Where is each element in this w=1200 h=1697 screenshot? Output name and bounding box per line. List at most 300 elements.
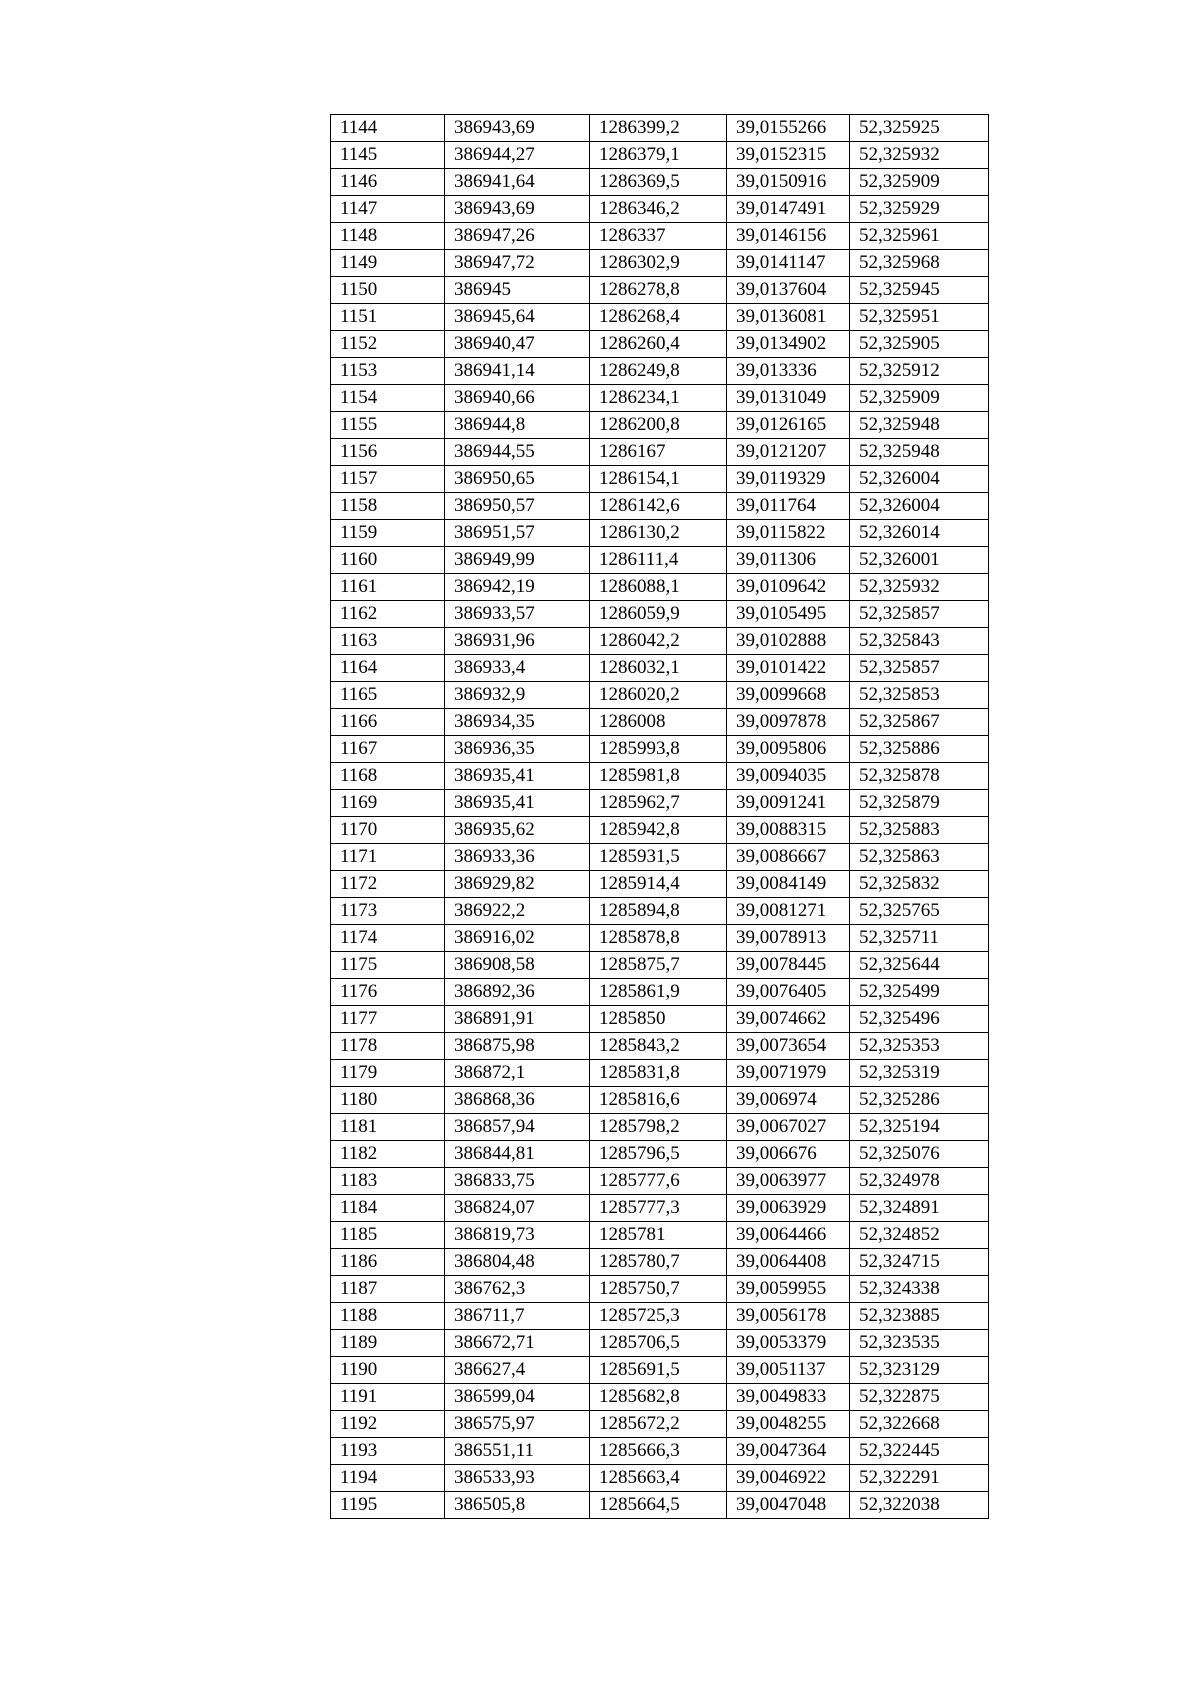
table-row xyxy=(331,1438,989,1465)
longitude-cell: 39,0094035 xyxy=(727,763,850,790)
y-coordinate-cell: 1286278,8 xyxy=(590,277,727,304)
longitude-cell: 39,0131049 xyxy=(727,385,850,412)
y-coordinate-cell: 1285666,3 xyxy=(590,1438,727,1465)
longitude-cell: 39,0064408 xyxy=(727,1249,850,1276)
y-coordinate-cell: 1285875,7 xyxy=(590,952,727,979)
table-row xyxy=(331,1411,989,1438)
table-row xyxy=(331,304,989,331)
x-coordinate-cell: 386833,75 xyxy=(445,1168,590,1195)
longitude-cell: 39,0155266 xyxy=(727,115,850,142)
latitude-cell: 52,322291 xyxy=(850,1465,989,1492)
y-coordinate-cell: 1286260,4 xyxy=(590,331,727,358)
point-number-cell: 1189 xyxy=(331,1330,445,1357)
latitude-cell: 52,325194 xyxy=(850,1114,989,1141)
latitude-cell: 52,325857 xyxy=(850,601,989,628)
latitude-cell: 52,325644 xyxy=(850,952,989,979)
latitude-cell: 52,326004 xyxy=(850,466,989,493)
latitude-cell: 52,325499 xyxy=(850,979,989,1006)
x-coordinate-cell: 386944,55 xyxy=(445,439,590,466)
y-coordinate-cell: 1286020,2 xyxy=(590,682,727,709)
table-row xyxy=(331,817,989,844)
point-number-cell: 1155 xyxy=(331,412,445,439)
y-coordinate-cell: 1286167 xyxy=(590,439,727,466)
table-row xyxy=(331,547,989,574)
x-coordinate-cell: 386868,36 xyxy=(445,1087,590,1114)
x-coordinate-cell: 386857,94 xyxy=(445,1114,590,1141)
y-coordinate-cell: 1286059,9 xyxy=(590,601,727,628)
latitude-cell: 52,324891 xyxy=(850,1195,989,1222)
longitude-cell: 39,0152315 xyxy=(727,142,850,169)
x-coordinate-cell: 386711,7 xyxy=(445,1303,590,1330)
x-coordinate-cell: 386951,57 xyxy=(445,520,590,547)
x-coordinate-cell: 386844,81 xyxy=(445,1141,590,1168)
latitude-cell: 52,325968 xyxy=(850,250,989,277)
point-number-cell: 1191 xyxy=(331,1384,445,1411)
y-coordinate-cell: 1285672,2 xyxy=(590,1411,727,1438)
table-row xyxy=(331,1033,989,1060)
y-coordinate-cell: 1285780,7 xyxy=(590,1249,727,1276)
x-coordinate-cell: 386947,72 xyxy=(445,250,590,277)
table-row xyxy=(331,466,989,493)
y-coordinate-cell: 1286130,2 xyxy=(590,520,727,547)
table-row xyxy=(331,1276,989,1303)
point-number-cell: 1148 xyxy=(331,223,445,250)
x-coordinate-cell: 386875,98 xyxy=(445,1033,590,1060)
longitude-cell: 39,0146156 xyxy=(727,223,850,250)
point-number-cell: 1161 xyxy=(331,574,445,601)
y-coordinate-cell: 1285993,8 xyxy=(590,736,727,763)
point-number-cell: 1145 xyxy=(331,142,445,169)
latitude-cell: 52,325948 xyxy=(850,412,989,439)
longitude-cell: 39,0095806 xyxy=(727,736,850,763)
point-number-cell: 1163 xyxy=(331,628,445,655)
point-number-cell: 1164 xyxy=(331,655,445,682)
point-number-cell: 1192 xyxy=(331,1411,445,1438)
y-coordinate-cell: 1285861,9 xyxy=(590,979,727,1006)
longitude-cell: 39,0059955 xyxy=(727,1276,850,1303)
latitude-cell: 52,325912 xyxy=(850,358,989,385)
longitude-cell: 39,013336 xyxy=(727,358,850,385)
y-coordinate-cell: 1285816,6 xyxy=(590,1087,727,1114)
longitude-cell: 39,0091241 xyxy=(727,790,850,817)
y-coordinate-cell: 1286032,1 xyxy=(590,655,727,682)
y-coordinate-cell: 1285942,8 xyxy=(590,817,727,844)
point-number-cell: 1166 xyxy=(331,709,445,736)
x-coordinate-cell: 386599,04 xyxy=(445,1384,590,1411)
latitude-cell: 52,325909 xyxy=(850,385,989,412)
x-coordinate-cell: 386945,64 xyxy=(445,304,590,331)
y-coordinate-cell: 1285706,5 xyxy=(590,1330,727,1357)
x-coordinate-cell: 386942,19 xyxy=(445,574,590,601)
longitude-cell: 39,006676 xyxy=(727,1141,850,1168)
coordinates-table xyxy=(330,114,989,1519)
longitude-cell: 39,0137604 xyxy=(727,277,850,304)
latitude-cell: 52,324338 xyxy=(850,1276,989,1303)
x-coordinate-cell: 386950,65 xyxy=(445,466,590,493)
longitude-cell: 39,0109642 xyxy=(727,574,850,601)
y-coordinate-cell: 1286008 xyxy=(590,709,727,736)
point-number-cell: 1156 xyxy=(331,439,445,466)
x-coordinate-cell: 386872,1 xyxy=(445,1060,590,1087)
point-number-cell: 1193 xyxy=(331,1438,445,1465)
point-number-cell: 1174 xyxy=(331,925,445,952)
y-coordinate-cell: 1285682,8 xyxy=(590,1384,727,1411)
latitude-cell: 52,325853 xyxy=(850,682,989,709)
longitude-cell: 39,011764 xyxy=(727,493,850,520)
y-coordinate-cell: 1286268,4 xyxy=(590,304,727,331)
latitude-cell: 52,325948 xyxy=(850,439,989,466)
latitude-cell: 52,323885 xyxy=(850,1303,989,1330)
table-row xyxy=(331,1168,989,1195)
y-coordinate-cell: 1285750,7 xyxy=(590,1276,727,1303)
y-coordinate-cell: 1285931,5 xyxy=(590,844,727,871)
point-number-cell: 1168 xyxy=(331,763,445,790)
longitude-cell: 39,006974 xyxy=(727,1087,850,1114)
longitude-cell: 39,0102888 xyxy=(727,628,850,655)
y-coordinate-cell: 1285894,8 xyxy=(590,898,727,925)
y-coordinate-cell: 1285850 xyxy=(590,1006,727,1033)
x-coordinate-cell: 386672,71 xyxy=(445,1330,590,1357)
table-row xyxy=(331,196,989,223)
x-coordinate-cell: 386934,35 xyxy=(445,709,590,736)
table-row xyxy=(331,898,989,925)
longitude-cell: 39,011306 xyxy=(727,547,850,574)
latitude-cell: 52,326004 xyxy=(850,493,989,520)
longitude-cell: 39,0115822 xyxy=(727,520,850,547)
latitude-cell: 52,325843 xyxy=(850,628,989,655)
y-coordinate-cell: 1286200,8 xyxy=(590,412,727,439)
y-coordinate-cell: 1286111,4 xyxy=(590,547,727,574)
latitude-cell: 52,325945 xyxy=(850,277,989,304)
table-row xyxy=(331,1060,989,1087)
longitude-cell: 39,0150916 xyxy=(727,169,850,196)
x-coordinate-cell: 386922,2 xyxy=(445,898,590,925)
point-number-cell: 1153 xyxy=(331,358,445,385)
longitude-cell: 39,0136081 xyxy=(727,304,850,331)
y-coordinate-cell: 1285831,8 xyxy=(590,1060,727,1087)
longitude-cell: 39,0063929 xyxy=(727,1195,850,1222)
longitude-cell: 39,0119329 xyxy=(727,466,850,493)
table-row xyxy=(331,1141,989,1168)
table-row xyxy=(331,1006,989,1033)
latitude-cell: 52,325319 xyxy=(850,1060,989,1087)
longitude-cell: 39,0056178 xyxy=(727,1303,850,1330)
x-coordinate-cell: 386933,4 xyxy=(445,655,590,682)
coordinates-table-body xyxy=(331,115,989,1519)
point-number-cell: 1147 xyxy=(331,196,445,223)
table-row xyxy=(331,1357,989,1384)
table-row xyxy=(331,412,989,439)
table-row xyxy=(331,871,989,898)
x-coordinate-cell: 386929,82 xyxy=(445,871,590,898)
latitude-cell: 52,325951 xyxy=(850,304,989,331)
table-row xyxy=(331,1195,989,1222)
y-coordinate-cell: 1286399,2 xyxy=(590,115,727,142)
longitude-cell: 39,0064466 xyxy=(727,1222,850,1249)
point-number-cell: 1195 xyxy=(331,1492,445,1519)
point-number-cell: 1158 xyxy=(331,493,445,520)
y-coordinate-cell: 1285777,6 xyxy=(590,1168,727,1195)
latitude-cell: 52,324715 xyxy=(850,1249,989,1276)
latitude-cell: 52,325711 xyxy=(850,925,989,952)
table-row xyxy=(331,1330,989,1357)
point-number-cell: 1186 xyxy=(331,1249,445,1276)
point-number-cell: 1169 xyxy=(331,790,445,817)
latitude-cell: 52,325905 xyxy=(850,331,989,358)
table-row xyxy=(331,1303,989,1330)
y-coordinate-cell: 1286154,1 xyxy=(590,466,727,493)
table-row xyxy=(331,439,989,466)
x-coordinate-cell: 386940,47 xyxy=(445,331,590,358)
latitude-cell: 52,325867 xyxy=(850,709,989,736)
longitude-cell: 39,0078913 xyxy=(727,925,850,952)
table-row xyxy=(331,790,989,817)
y-coordinate-cell: 1285914,4 xyxy=(590,871,727,898)
latitude-cell: 52,324852 xyxy=(850,1222,989,1249)
y-coordinate-cell: 1285664,5 xyxy=(590,1492,727,1519)
x-coordinate-cell: 386891,91 xyxy=(445,1006,590,1033)
y-coordinate-cell: 1286088,1 xyxy=(590,574,727,601)
point-number-cell: 1157 xyxy=(331,466,445,493)
y-coordinate-cell: 1285781 xyxy=(590,1222,727,1249)
latitude-cell: 52,325961 xyxy=(850,223,989,250)
longitude-cell: 39,0141147 xyxy=(727,250,850,277)
longitude-cell: 39,0147491 xyxy=(727,196,850,223)
latitude-cell: 52,325765 xyxy=(850,898,989,925)
latitude-cell: 52,324978 xyxy=(850,1168,989,1195)
latitude-cell: 52,326014 xyxy=(850,520,989,547)
table-row xyxy=(331,844,989,871)
table-row xyxy=(331,115,989,142)
latitude-cell: 52,322445 xyxy=(850,1438,989,1465)
point-number-cell: 1149 xyxy=(331,250,445,277)
longitude-cell: 39,0081271 xyxy=(727,898,850,925)
x-coordinate-cell: 386892,36 xyxy=(445,979,590,1006)
x-coordinate-cell: 386935,41 xyxy=(445,790,590,817)
latitude-cell: 52,325925 xyxy=(850,115,989,142)
y-coordinate-cell: 1286369,5 xyxy=(590,169,727,196)
x-coordinate-cell: 386944,27 xyxy=(445,142,590,169)
longitude-cell: 39,0067027 xyxy=(727,1114,850,1141)
point-number-cell: 1184 xyxy=(331,1195,445,1222)
latitude-cell: 52,325886 xyxy=(850,736,989,763)
point-number-cell: 1144 xyxy=(331,115,445,142)
longitude-cell: 39,0063977 xyxy=(727,1168,850,1195)
latitude-cell: 52,325932 xyxy=(850,574,989,601)
point-number-cell: 1152 xyxy=(331,331,445,358)
x-coordinate-cell: 386943,69 xyxy=(445,115,590,142)
y-coordinate-cell: 1285691,5 xyxy=(590,1357,727,1384)
table-row xyxy=(331,601,989,628)
longitude-cell: 39,0134902 xyxy=(727,331,850,358)
longitude-cell: 39,0051137 xyxy=(727,1357,850,1384)
y-coordinate-cell: 1285725,3 xyxy=(590,1303,727,1330)
x-coordinate-cell: 386505,8 xyxy=(445,1492,590,1519)
y-coordinate-cell: 1286234,1 xyxy=(590,385,727,412)
point-number-cell: 1178 xyxy=(331,1033,445,1060)
point-number-cell: 1183 xyxy=(331,1168,445,1195)
table-row xyxy=(331,493,989,520)
y-coordinate-cell: 1286302,9 xyxy=(590,250,727,277)
table-row xyxy=(331,277,989,304)
x-coordinate-cell: 386935,41 xyxy=(445,763,590,790)
point-number-cell: 1167 xyxy=(331,736,445,763)
longitude-cell: 39,0126165 xyxy=(727,412,850,439)
y-coordinate-cell: 1285777,3 xyxy=(590,1195,727,1222)
latitude-cell: 52,322038 xyxy=(850,1492,989,1519)
latitude-cell: 52,325929 xyxy=(850,196,989,223)
table-row xyxy=(331,1384,989,1411)
x-coordinate-cell: 386935,62 xyxy=(445,817,590,844)
table-row xyxy=(331,1492,989,1519)
x-coordinate-cell: 386551,11 xyxy=(445,1438,590,1465)
point-number-cell: 1181 xyxy=(331,1114,445,1141)
point-number-cell: 1175 xyxy=(331,952,445,979)
table-row xyxy=(331,1222,989,1249)
longitude-cell: 39,0121207 xyxy=(727,439,850,466)
latitude-cell: 52,325909 xyxy=(850,169,989,196)
longitude-cell: 39,0105495 xyxy=(727,601,850,628)
table-row xyxy=(331,169,989,196)
longitude-cell: 39,0084149 xyxy=(727,871,850,898)
latitude-cell: 52,325878 xyxy=(850,763,989,790)
point-number-cell: 1159 xyxy=(331,520,445,547)
table-row xyxy=(331,682,989,709)
table-row xyxy=(331,1114,989,1141)
point-number-cell: 1160 xyxy=(331,547,445,574)
latitude-cell: 52,325932 xyxy=(850,142,989,169)
latitude-cell: 52,325857 xyxy=(850,655,989,682)
table-row xyxy=(331,628,989,655)
table-row xyxy=(331,979,989,1006)
y-coordinate-cell: 1286346,2 xyxy=(590,196,727,223)
y-coordinate-cell: 1285798,2 xyxy=(590,1114,727,1141)
x-coordinate-cell: 386627,4 xyxy=(445,1357,590,1384)
latitude-cell: 52,322668 xyxy=(850,1411,989,1438)
longitude-cell: 39,0078445 xyxy=(727,952,850,979)
table-row xyxy=(331,520,989,547)
x-coordinate-cell: 386945 xyxy=(445,277,590,304)
latitude-cell: 52,325832 xyxy=(850,871,989,898)
x-coordinate-cell: 386762,3 xyxy=(445,1276,590,1303)
y-coordinate-cell: 1286379,1 xyxy=(590,142,727,169)
latitude-cell: 52,325496 xyxy=(850,1006,989,1033)
x-coordinate-cell: 386916,02 xyxy=(445,925,590,952)
x-coordinate-cell: 386932,9 xyxy=(445,682,590,709)
longitude-cell: 39,0049833 xyxy=(727,1384,850,1411)
longitude-cell: 39,0097878 xyxy=(727,709,850,736)
table-row xyxy=(331,952,989,979)
y-coordinate-cell: 1286249,8 xyxy=(590,358,727,385)
x-coordinate-cell: 386931,96 xyxy=(445,628,590,655)
x-coordinate-cell: 386949,99 xyxy=(445,547,590,574)
latitude-cell: 52,323535 xyxy=(850,1330,989,1357)
x-coordinate-cell: 386936,35 xyxy=(445,736,590,763)
x-coordinate-cell: 386819,73 xyxy=(445,1222,590,1249)
x-coordinate-cell: 386575,97 xyxy=(445,1411,590,1438)
longitude-cell: 39,0074662 xyxy=(727,1006,850,1033)
x-coordinate-cell: 386940,66 xyxy=(445,385,590,412)
y-coordinate-cell: 1285663,4 xyxy=(590,1465,727,1492)
latitude-cell: 52,323129 xyxy=(850,1357,989,1384)
point-number-cell: 1185 xyxy=(331,1222,445,1249)
longitude-cell: 39,0071979 xyxy=(727,1060,850,1087)
table-row xyxy=(331,709,989,736)
y-coordinate-cell: 1286337 xyxy=(590,223,727,250)
latitude-cell: 52,325883 xyxy=(850,817,989,844)
table-row xyxy=(331,1465,989,1492)
x-coordinate-cell: 386533,93 xyxy=(445,1465,590,1492)
latitude-cell: 52,325879 xyxy=(850,790,989,817)
x-coordinate-cell: 386941,14 xyxy=(445,358,590,385)
longitude-cell: 39,0076405 xyxy=(727,979,850,1006)
longitude-cell: 39,0046922 xyxy=(727,1465,850,1492)
table-row xyxy=(331,250,989,277)
x-coordinate-cell: 386933,36 xyxy=(445,844,590,871)
y-coordinate-cell: 1285843,2 xyxy=(590,1033,727,1060)
latitude-cell: 52,325863 xyxy=(850,844,989,871)
x-coordinate-cell: 386908,58 xyxy=(445,952,590,979)
point-number-cell: 1176 xyxy=(331,979,445,1006)
table-row xyxy=(331,142,989,169)
x-coordinate-cell: 386824,07 xyxy=(445,1195,590,1222)
table-row xyxy=(331,331,989,358)
x-coordinate-cell: 386941,64 xyxy=(445,169,590,196)
point-number-cell: 1172 xyxy=(331,871,445,898)
point-number-cell: 1146 xyxy=(331,169,445,196)
longitude-cell: 39,0099668 xyxy=(727,682,850,709)
point-number-cell: 1188 xyxy=(331,1303,445,1330)
latitude-cell: 52,325076 xyxy=(850,1141,989,1168)
latitude-cell: 52,325286 xyxy=(850,1087,989,1114)
longitude-cell: 39,0101422 xyxy=(727,655,850,682)
y-coordinate-cell: 1285796,5 xyxy=(590,1141,727,1168)
table-row xyxy=(331,763,989,790)
x-coordinate-cell: 386947,26 xyxy=(445,223,590,250)
point-number-cell: 1179 xyxy=(331,1060,445,1087)
longitude-cell: 39,0048255 xyxy=(727,1411,850,1438)
table-row xyxy=(331,223,989,250)
table-row xyxy=(331,925,989,952)
table-row xyxy=(331,655,989,682)
point-number-cell: 1187 xyxy=(331,1276,445,1303)
point-number-cell: 1154 xyxy=(331,385,445,412)
x-coordinate-cell: 386943,69 xyxy=(445,196,590,223)
longitude-cell: 39,0086667 xyxy=(727,844,850,871)
table-row xyxy=(331,736,989,763)
table-row xyxy=(331,1249,989,1276)
table-row xyxy=(331,574,989,601)
longitude-cell: 39,0073654 xyxy=(727,1033,850,1060)
y-coordinate-cell: 1285878,8 xyxy=(590,925,727,952)
table-row xyxy=(331,358,989,385)
point-number-cell: 1151 xyxy=(331,304,445,331)
longitude-cell: 39,0047048 xyxy=(727,1492,850,1519)
point-number-cell: 1165 xyxy=(331,682,445,709)
table-row xyxy=(331,385,989,412)
point-number-cell: 1194 xyxy=(331,1465,445,1492)
y-coordinate-cell: 1286142,6 xyxy=(590,493,727,520)
x-coordinate-cell: 386950,57 xyxy=(445,493,590,520)
latitude-cell: 52,325353 xyxy=(850,1033,989,1060)
point-number-cell: 1162 xyxy=(331,601,445,628)
y-coordinate-cell: 1285962,7 xyxy=(590,790,727,817)
point-number-cell: 1180 xyxy=(331,1087,445,1114)
y-coordinate-cell: 1285981,8 xyxy=(590,763,727,790)
x-coordinate-cell: 386804,48 xyxy=(445,1249,590,1276)
point-number-cell: 1177 xyxy=(331,1006,445,1033)
x-coordinate-cell: 386933,57 xyxy=(445,601,590,628)
